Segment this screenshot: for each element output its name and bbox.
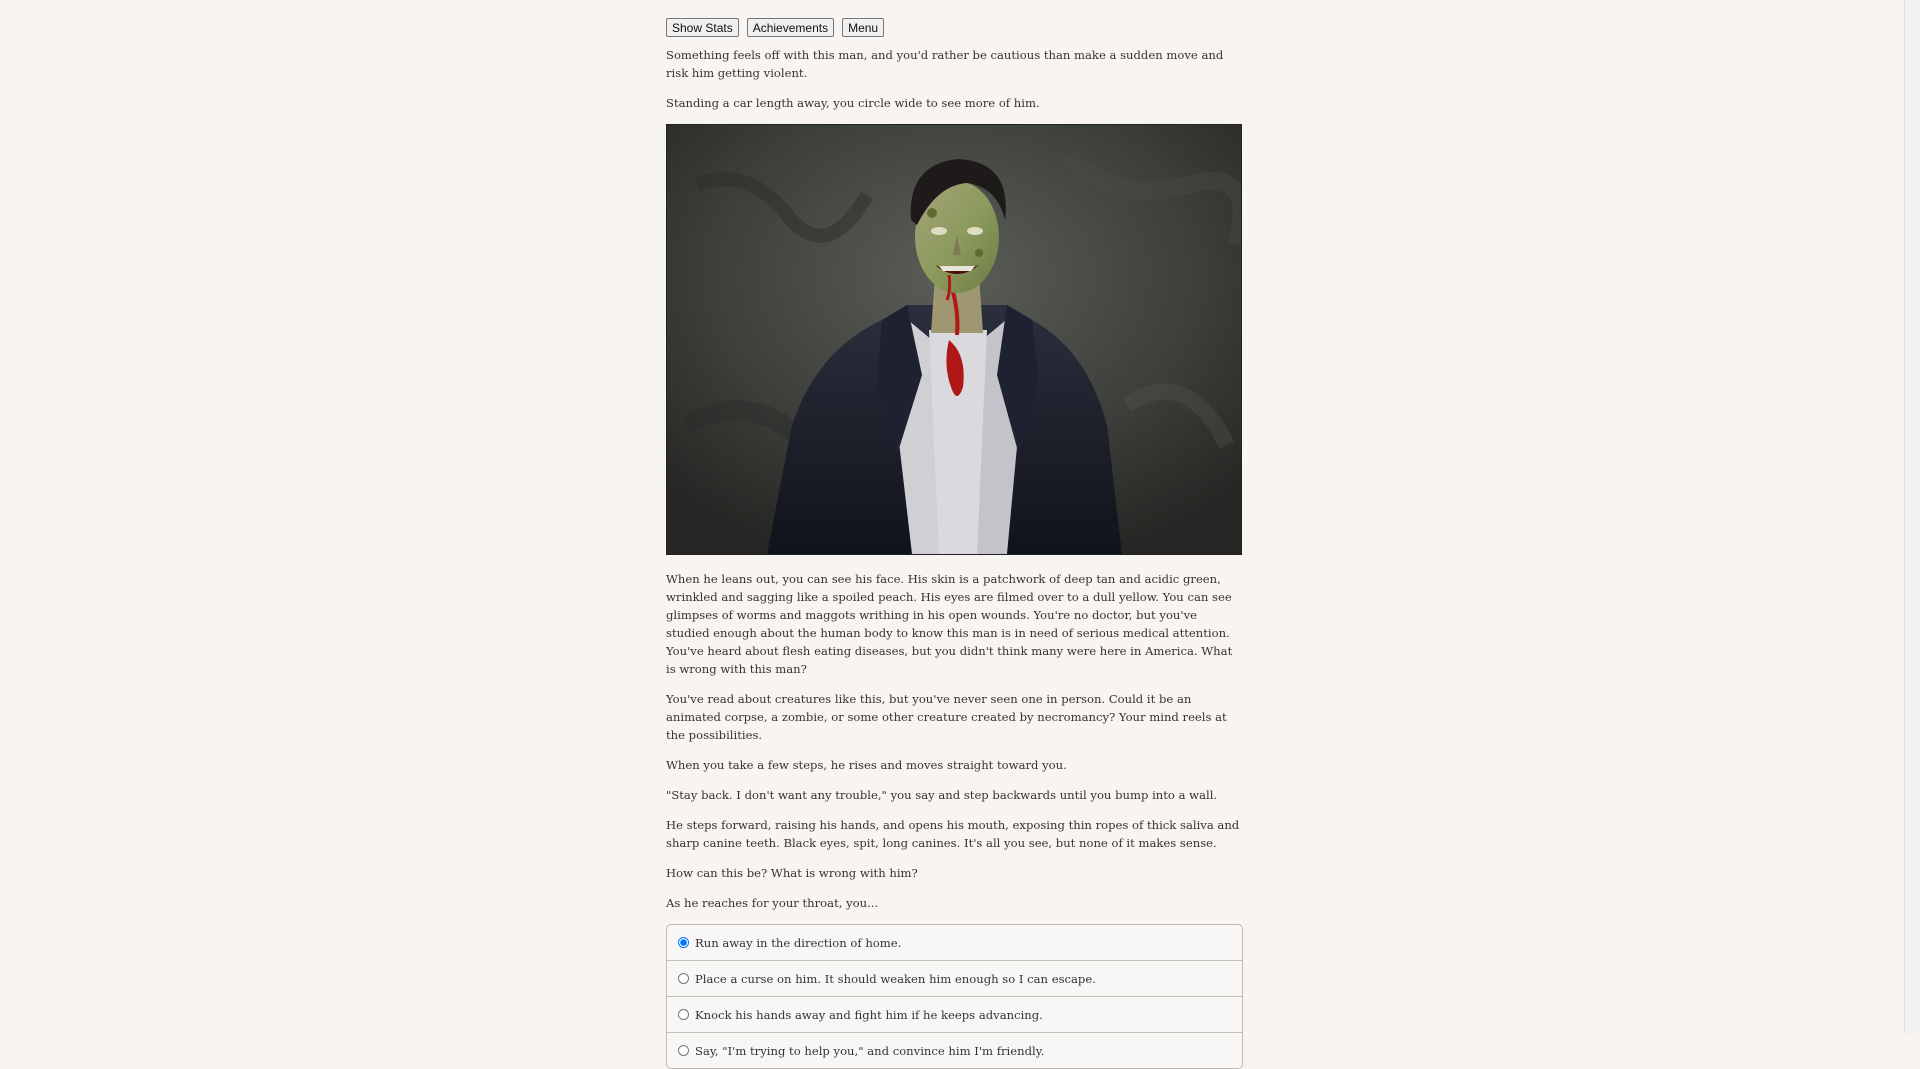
passage-paragraph: Something feels off with this man, and you'd rather be cautious than make a sudden move and risk him getting violent. xyxy=(666,48,1224,80)
passage-paragraph: How can this be? What is wrong with him? xyxy=(666,866,918,880)
choice-run-away[interactable] xyxy=(667,925,1242,961)
passage-paragraph: As he reaches for your throat, you... xyxy=(666,896,879,910)
show-stats-button[interactable]: Show Stats xyxy=(666,18,739,37)
choice-radio[interactable] xyxy=(678,1009,689,1020)
choice-label: Run away in the direction of home. xyxy=(695,935,902,950)
choice-curse[interactable] xyxy=(667,961,1242,997)
passage-paragraph: Standing a car length away, you circle wide to see more of him. xyxy=(666,96,1040,110)
page-scrollbar[interactable] xyxy=(1904,0,1920,1033)
game-container xyxy=(666,18,1242,1069)
choice-label: Knock his hands away and fight him if he keeps advancing. xyxy=(695,1007,1043,1022)
achievements-button[interactable]: Achievements xyxy=(747,18,834,37)
choice-list xyxy=(666,924,1243,1069)
passage-paragraph: You've read about creatures like this, but you've never seen one in person. Could it be an animated corpse, a zombie, or some other creature created by necromancy? Your mind reels at the possibilities. xyxy=(666,692,1227,742)
choice-label: Say, "I'm trying to help you," and convince him I'm friendly. xyxy=(695,1043,1045,1058)
zombie-illustration xyxy=(666,124,1242,555)
menu-button[interactable]: Menu xyxy=(842,18,884,37)
choice-fight[interactable] xyxy=(667,997,1242,1033)
choice-radio[interactable] xyxy=(678,973,689,984)
toolbar xyxy=(666,18,1242,38)
choice-label: Place a curse on him. It should weaken him enough so I can escape. xyxy=(695,971,1096,986)
passage-paragraph: "Stay back. I don't want any trouble," you say and step backwards until you bump into a wall. xyxy=(666,788,1218,802)
passage-main xyxy=(666,570,1242,912)
passage-intro xyxy=(666,46,1242,112)
passage-paragraph: When he leans out, you can see his face. His skin is a patchwork of deep tan and acidic green, wrinkled and sagging like a spoiled peach. His eyes are filmed over to a dull yellow. You can see glimpses of worms and maggots writhing in his open wounds. You're no doctor, but you've studied enough about the human body to know this man is in need of serious medical attention. You've heard about flesh eating diseases, but you didn't think many were here in America. What is wrong with this man? xyxy=(666,572,1233,676)
choice-radio[interactable] xyxy=(678,1045,689,1056)
choice-radio[interactable] xyxy=(678,937,689,948)
passage-paragraph: He steps forward, raising his hands, and opens his mouth, exposing thin ropes of thick saliva and sharp canine teeth. Black eyes, spit, long canines. It's all you see, but none of it makes sense. xyxy=(666,818,1240,850)
choice-befriend[interactable] xyxy=(667,1033,1242,1068)
passage-paragraph: When you take a few steps, he rises and moves straight toward you. xyxy=(666,758,1067,772)
